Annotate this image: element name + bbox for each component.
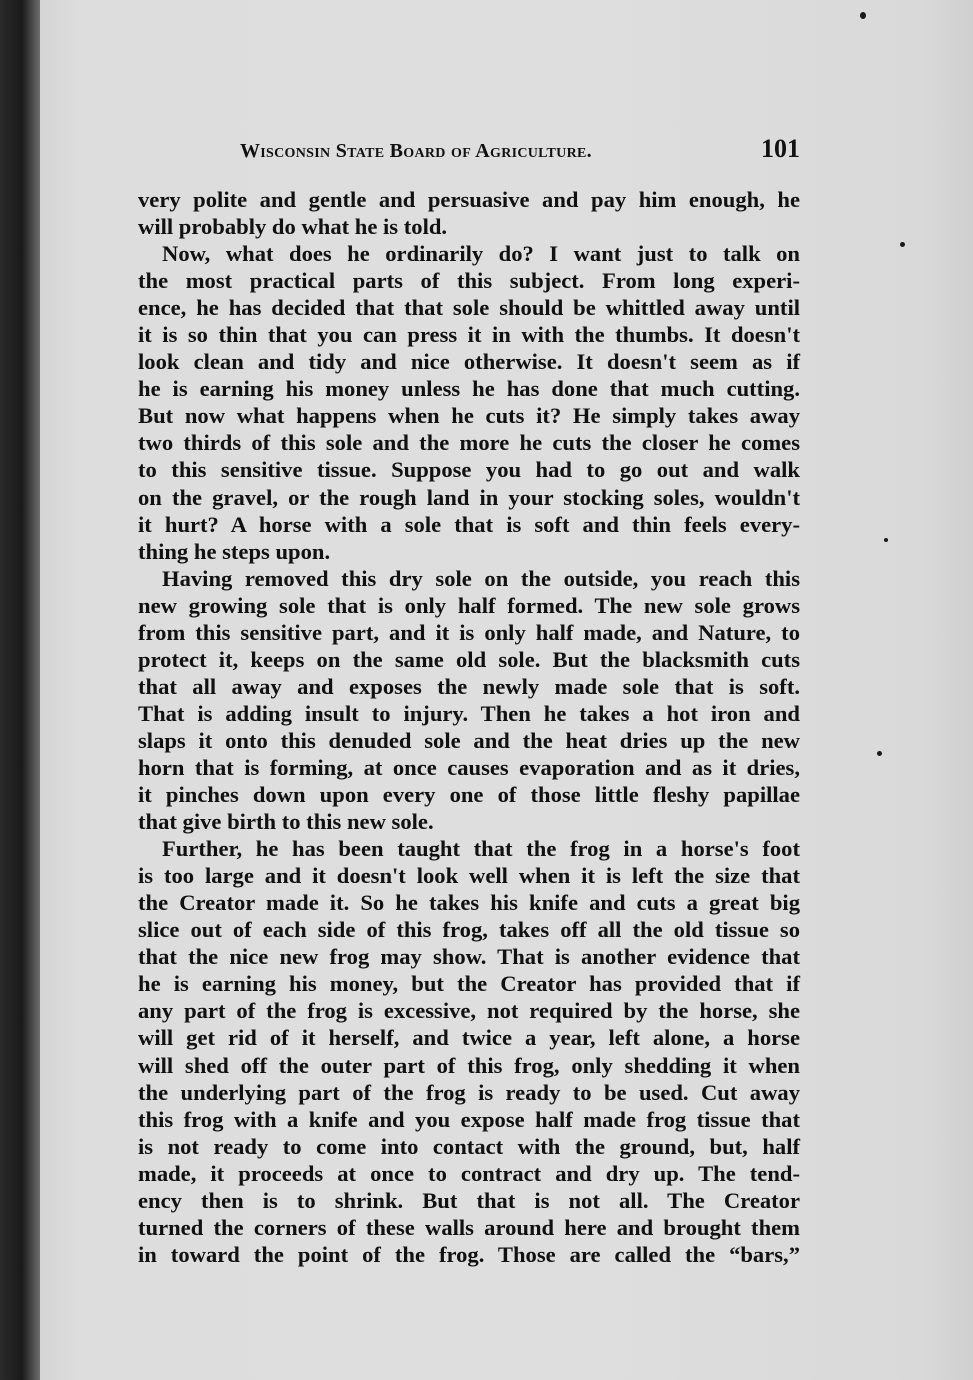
text-line: is too large and it doesn't look well when it is left the size that <box>138 863 800 889</box>
scan-speck <box>877 751 882 756</box>
binding-edge <box>0 0 40 1380</box>
text-line: two thirds of this sole and the more he cuts the closer he comes <box>138 430 800 456</box>
scan-speck <box>900 242 905 247</box>
text-line: it is so thin that you can press it in with the thumbs. It doesn't <box>138 322 800 348</box>
text-line: from this sensitive part, and it is only half made, and Nature, to <box>138 619 800 645</box>
scan-speck <box>860 12 866 19</box>
text-line: Now, what does he ordinarily do? I want just to talk on <box>162 241 800 267</box>
text-line: that all away and exposes the newly made sole that is soft. <box>138 673 800 699</box>
text-line: very polite and gentle and persuasive and pay him enough, he <box>138 187 800 212</box>
running-head <box>240 134 800 166</box>
text-line: look clean and tidy and nice otherwise. It doesn't seem as if <box>138 349 800 375</box>
text-line: the most practical parts of this subject. From long experi- <box>138 268 800 294</box>
scan-speck <box>884 538 888 542</box>
body-text <box>138 186 800 1268</box>
text-line: horn that is forming, at once causes evaporation and as it dries, <box>138 754 800 780</box>
text-line: Further, he has been taught that the frog in a horse's foot <box>162 836 800 862</box>
text-line: protect it, keeps on the same old sole. But the blacksmith cuts <box>138 646 800 672</box>
text-line: he is earning his money unless he has done that much cutting. <box>138 376 800 402</box>
text-line: made, it proceeds at once to contract and dry up. The tend- <box>138 1160 800 1186</box>
text-line: will shed off the outer part of this frog, only shedding it when <box>138 1052 800 1078</box>
text-line: new growing sole that is only half formed. The new sole grows <box>138 592 800 618</box>
text-line: the Creator made it. So he takes his knife and cuts a great big <box>138 890 800 916</box>
text-line: is not ready to come into contact with the ground, but, half <box>138 1133 800 1159</box>
text-line: But now what happens when he cuts it? He simply takes away <box>138 403 800 429</box>
text-line: it pinches down upon every one of those little fleshy papillae <box>138 782 800 808</box>
text-line: That is adding insult to injury. Then he takes a hot iron and <box>138 700 800 726</box>
text-line: that give birth to this new sole. <box>138 809 434 835</box>
text-line: turned the corners of these walls around here and brought them <box>138 1214 800 1240</box>
text-line: in toward the point of the frog. Those are called the “bars,” <box>138 1241 800 1267</box>
text-line: to this sensitive tissue. Suppose you had to go out and walk <box>138 457 800 483</box>
text-line: will get rid of it herself, and twice a year, left alone, a horse <box>138 1025 800 1051</box>
text-line: ence, he has decided that that sole should be whittled away until <box>138 295 800 321</box>
text-line: will probably do what he is told. <box>138 214 448 240</box>
running-title: Wisconsin State Board of Agriculture. <box>240 140 592 162</box>
text-line: he is earning his money, but the Creator has provided that if <box>138 971 800 997</box>
text-line: the underlying part of the frog is ready to be used. Cut away <box>138 1079 800 1105</box>
text-line: on the gravel, or the rough land in your stocking soles, wouldn't <box>138 484 800 510</box>
text-line: ency then is to shrink. But that is not all. The Creator <box>138 1187 800 1213</box>
text-line: it hurt? A horse with a sole that is soft and thin feels every- <box>138 511 800 537</box>
page-number: 101 <box>761 134 800 163</box>
text-line: that the nice new frog may show. That is another evidence that <box>138 944 800 970</box>
text-line: slice out of each side of this frog, takes off all the old tissue so <box>138 917 800 943</box>
text-line: slaps it onto this denuded sole and the heat dries up the new <box>138 727 800 753</box>
text-line: any part of the frog is excessive, not required by the horse, she <box>138 998 800 1024</box>
text-line: Having removed this dry sole on the outside, you reach this <box>162 565 800 591</box>
text-line: this frog with a knife and you expose half made frog tissue that <box>138 1106 800 1132</box>
text-line: thing he steps upon. <box>138 538 331 564</box>
